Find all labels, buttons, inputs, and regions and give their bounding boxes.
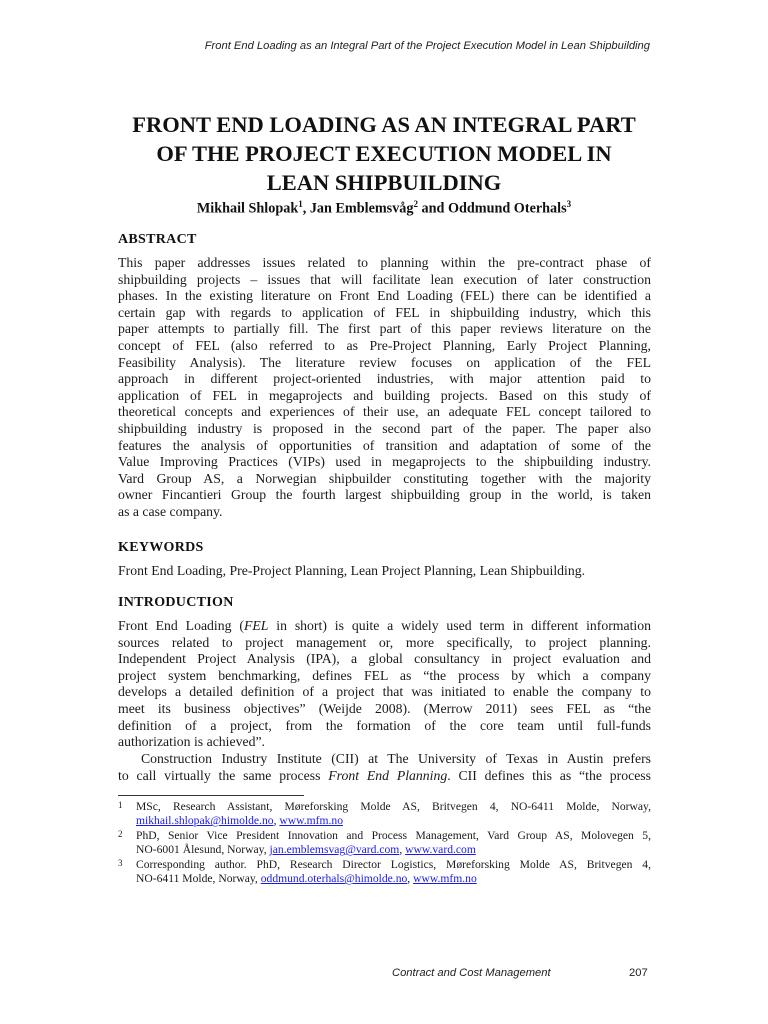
- abstract-line: shipbuilding projects – issues that will facilitate lean execution of later construction: [118, 271, 651, 287]
- paragraph-line: [118, 684, 651, 701]
- abstract-body: [118, 255, 651, 521]
- author-list: [100, 199, 668, 218]
- paragraph-line: [118, 734, 651, 751]
- line-text: develops a detailed definition of a project that was initiated to enable the company to: [118, 684, 651, 700]
- abstract-line: theoretical concepts and experiences of their use, an adequate FEL concept tailored to: [118, 404, 651, 420]
- footnote-divider: [118, 795, 304, 796]
- footnote-line: [136, 858, 651, 872]
- footnote-line-text: NO-6411 Molde, Norway,: [136, 872, 261, 886]
- abstract-line: This paper addresses issues related to planning within the pre-contract phase of: [118, 255, 651, 270]
- paragraph-line: [118, 618, 651, 635]
- footnote-number: 3: [118, 858, 123, 868]
- footnote-text: [136, 858, 651, 886]
- author-separator: ,: [302, 200, 310, 217]
- introduction-heading: INTRODUCTION: [118, 595, 234, 610]
- introduction-paragraph: [118, 618, 651, 751]
- footnote-number: 1: [118, 800, 123, 810]
- introduction-paragraph: [118, 751, 651, 784]
- paragraph-line: [118, 668, 651, 685]
- abstract-line: approach in different project-oriented industries, with major attention paid to: [118, 371, 651, 387]
- line-text: authorization is achieved”.: [118, 734, 265, 750]
- abstract-heading: ABSTRACT: [118, 232, 197, 247]
- footnote-line: NO-6001 Ålesund, Norway, jan.emblemsvag@vard.com, www.vard.com: [136, 843, 476, 857]
- email-link[interactable]: mikhail.shlopak@himolde.no: [136, 814, 274, 828]
- paragraph-line: [118, 651, 651, 668]
- author-separator: and: [417, 200, 448, 217]
- author-name: Oddmund Oterhals: [447, 200, 567, 217]
- paragraph-line: [118, 635, 651, 652]
- footnote-text: [136, 829, 651, 857]
- email-link[interactable]: oddmund.oterhals@himolde.no: [260, 872, 408, 886]
- author-name: Jan Emblemsvåg: [309, 200, 414, 217]
- abstract-line: Vard Group AS, a Norwegian shipbuilder constituting together with the majority: [118, 470, 651, 486]
- line-text: . CII defines this as “the process: [447, 767, 651, 783]
- author-name: Mikhail Shlopak: [196, 200, 299, 217]
- abstract-line: shipbuilding industry is proposed in the second part of the paper. The paper also: [118, 420, 651, 436]
- paragraph-line: [118, 701, 651, 718]
- abstract-line: concept of FEL (also referred to as Pre-Project Planning, Early Project Planning,: [118, 337, 651, 353]
- website-link[interactable]: www.mfm.no: [279, 814, 344, 828]
- keywords-text: Front End Loading, Pre-Project Planning, Lean Project Planning, Lean Shipbuilding.: [118, 563, 586, 578]
- footnote-line: [136, 800, 651, 814]
- emphasis-term: FEL: [243, 618, 269, 633]
- paragraph-line: [118, 751, 651, 768]
- abstract-line: features the analysis of opportunities of transition and adaptation of some of the: [118, 437, 651, 453]
- line-text: in short) is quite a widely used term in different information: [268, 618, 651, 633]
- footnote-line: [136, 829, 651, 843]
- footnote-line: NO-6411 Molde, Norway, oddmund.oterhals@himolde.no, www.mfm.no: [136, 872, 477, 886]
- footnote-number: 2: [118, 829, 123, 839]
- abstract-line: phases. In the existing literature on Front End Loading (FEL) there can be identified a: [118, 288, 651, 304]
- abstract-line: as a case company.: [118, 503, 223, 519]
- website-link[interactable]: www.vard.com: [405, 843, 476, 857]
- footnote-line-text: MSc, Research Assistant, Møreforsking Molde AS, Britvegen 4, NO-6411 Molde, Norway,: [136, 800, 651, 813]
- footnote-text: [136, 800, 651, 828]
- keywords-heading: KEYWORDS: [118, 540, 204, 555]
- footnote-line-text: Corresponding author. PhD, Research Director Logistics, Møreforsking Molde AS, Britvegen 4,: [136, 858, 651, 871]
- website-link[interactable]: www.mfm.no: [413, 872, 477, 886]
- author-affiliation-mark: 2: [413, 199, 418, 209]
- abstract-line: owner Fincantieri Group the fourth largest shipbuilding group in the world, is taken: [118, 487, 651, 503]
- line-text: Front End Loading (: [118, 618, 244, 633]
- footnote-1: [118, 800, 651, 828]
- running-header: Front End Loading as an Integral Part of the Project Execution Model in Lean Shipbuilding: [204, 40, 650, 52]
- title-line: FRONT END LOADING AS AN INTEGRAL PART: [132, 112, 636, 137]
- line-text: project system benchmarking, defines FEL as “the process by which a company: [118, 667, 651, 683]
- footnote-line-text: PhD, Senior Vice President Innovation and Process Management, Vard Group AS, Molovegen 5,: [136, 829, 651, 842]
- title-line: LEAN SHIPBUILDING: [266, 170, 502, 195]
- abstract-line: Value Improving Practices (VIPs) used in megaprojects to the shipbuilding industry.: [118, 454, 651, 470]
- footnote-line-text: NO-6001 Ålesund, Norway,: [136, 843, 270, 857]
- line-text: meet its business objectives” (Weijde 2008). (Merrow 2011) sees FEL as “the: [118, 700, 651, 716]
- line-text: Independent Project Analysis (IPA), a global consultancy in project evaluation and: [118, 651, 651, 667]
- author-affiliation-mark: 3: [566, 199, 572, 209]
- paragraph-line: [118, 718, 651, 735]
- line-text: sources related to project management or, more specifically, to project planning.: [118, 634, 651, 650]
- line-text: Construction Industry Institute (CII) at The University of Texas in Austin prefers: [141, 751, 651, 766]
- page-number: 207: [629, 967, 648, 979]
- footnote-line: mikhail.shlopak@himolde.no, www.mfm.no: [136, 814, 344, 828]
- title-line: OF THE PROJECT EXECUTION MODEL IN: [156, 141, 612, 166]
- footnote-2: [118, 829, 651, 857]
- journal-name: Contract and Cost Management: [392, 967, 551, 979]
- email-link[interactable]: jan.emblemsvag@vard.com: [269, 843, 400, 857]
- emphasis-term: Front End Planning: [328, 767, 448, 783]
- abstract-line: paper attempts to partially fill. The first part of this paper reviews literature on the: [118, 321, 651, 337]
- author-affiliation-mark: 1: [298, 199, 303, 209]
- footnote-3: [118, 858, 651, 886]
- line-text: to call virtually the same process: [118, 767, 329, 783]
- abstract-line: Feasibility Analysis). The literature review focuses on application of the FEL: [118, 354, 651, 370]
- abstract-line: certain gap with regards to application of FEL in shipbuilding industry, which this: [118, 304, 651, 320]
- paragraph-line: [118, 768, 651, 785]
- line-text: definition of a project, from the formation of the core team until full-funds: [118, 717, 651, 733]
- paper-title: [100, 110, 668, 197]
- abstract-line: application of FEL in megaprojects and building projects. Based on this study of: [118, 387, 651, 403]
